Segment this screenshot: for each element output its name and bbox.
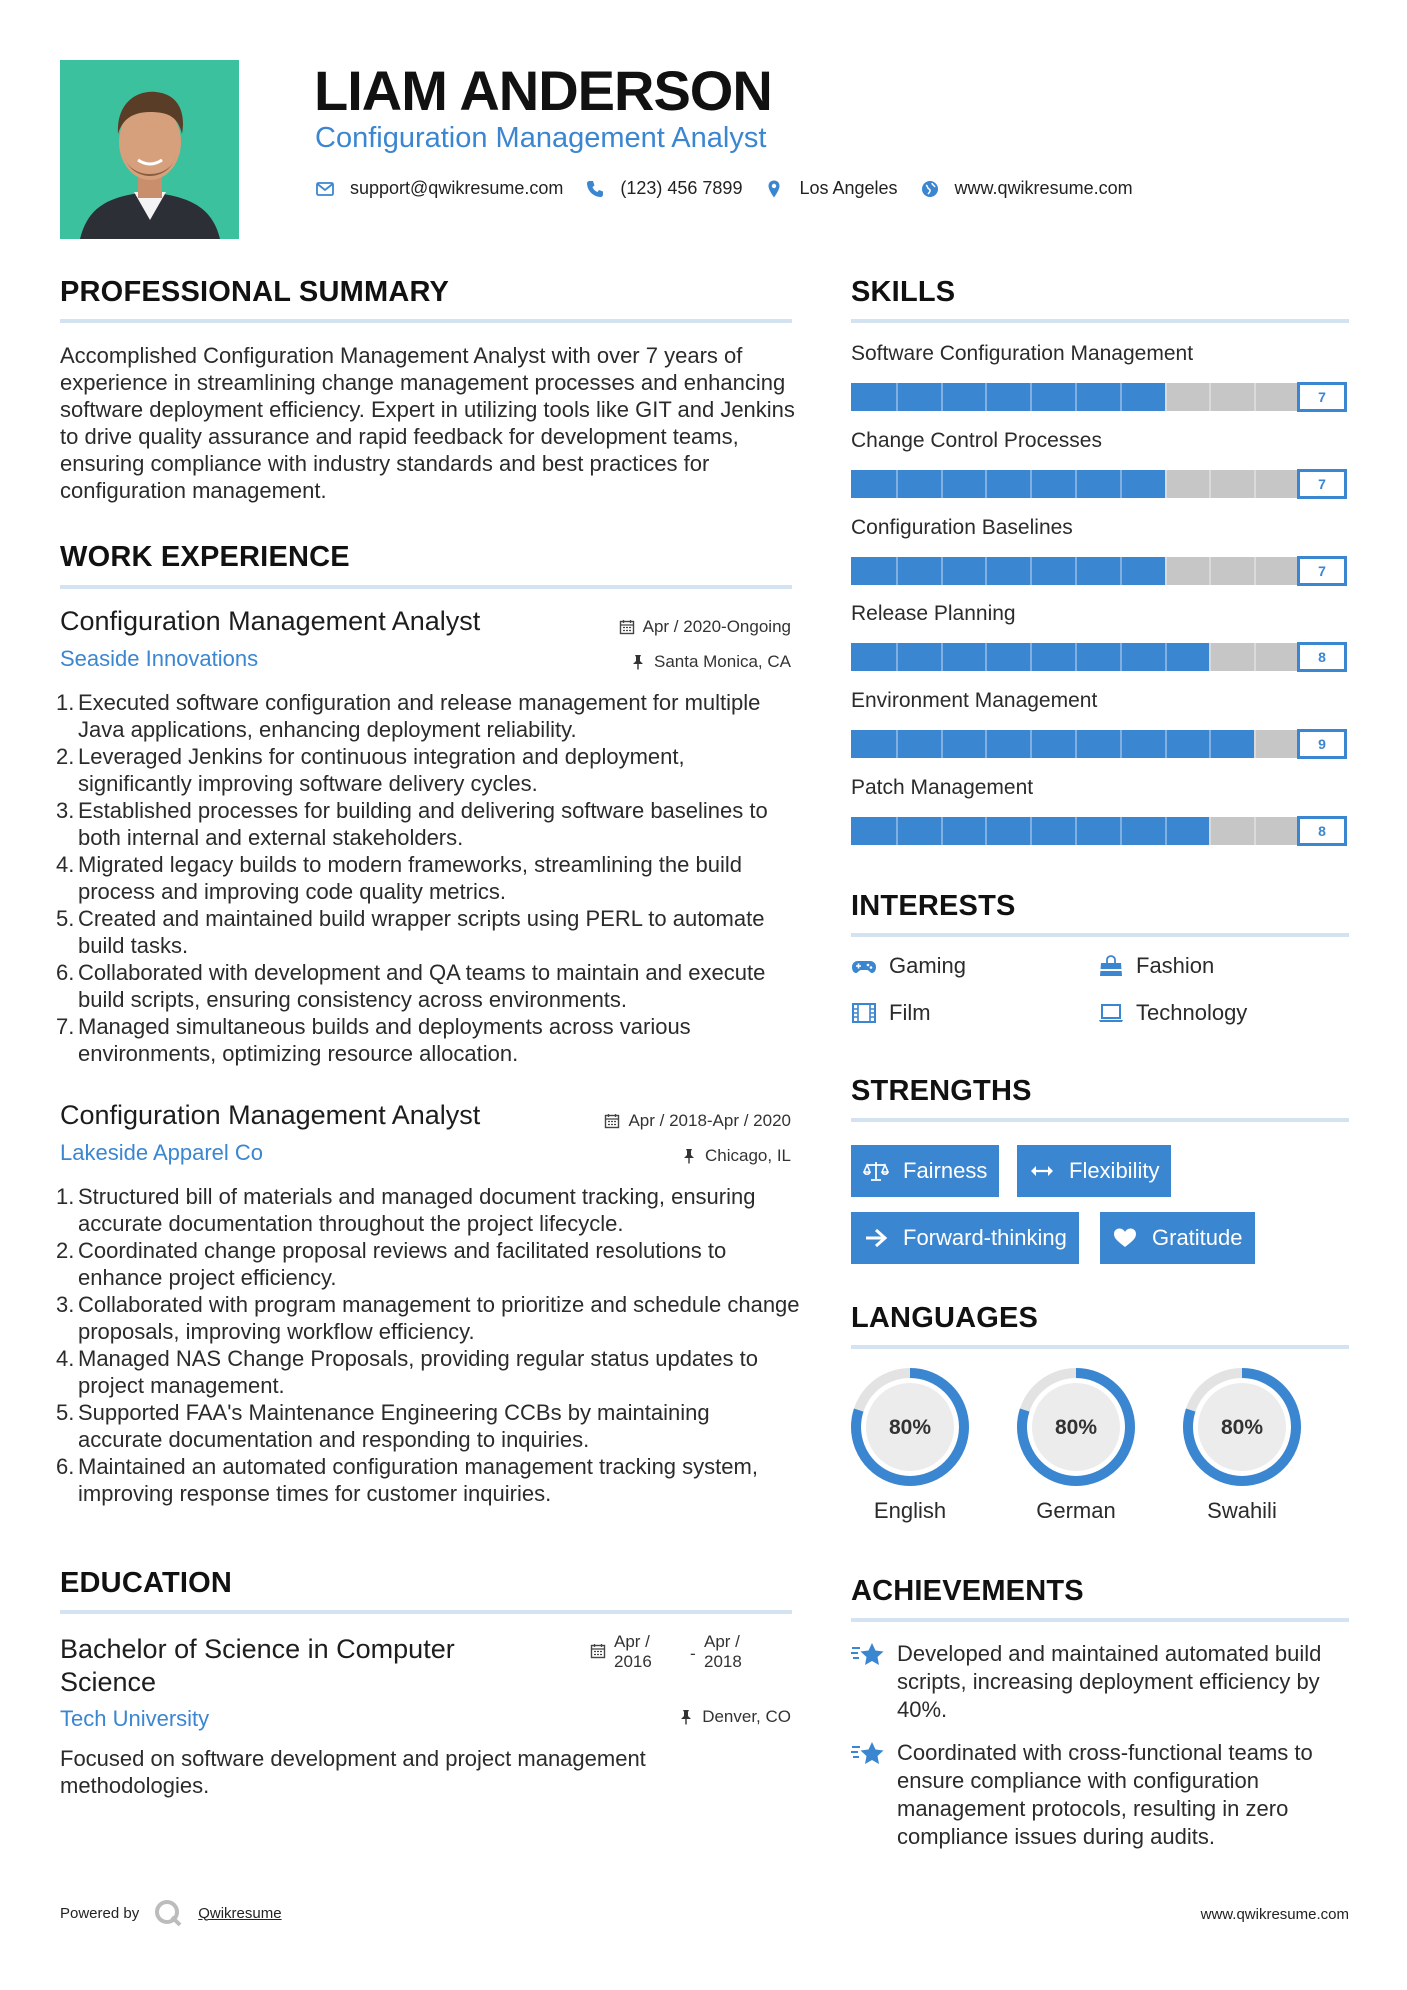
skill-fill <box>851 470 1165 498</box>
edu-school: Tech University <box>60 1706 210 1731</box>
list-item: 5. Created and maintained build wrapper scripts using PERL to automate build tasks. <box>56 906 765 958</box>
balance-scale-icon <box>863 1160 889 1182</box>
job-company: Seaside Innovations <box>60 646 259 671</box>
job-title: Configuration Management Analyst <box>60 1100 481 1130</box>
language-percent: 80% <box>1054 1416 1098 1439</box>
strength-label: Forward-thinking <box>903 1225 1067 1250</box>
summary-text: Accomplished Configuration Management Analyst with over 7 years of experience in streamlining change management processes and enhancing software deployment efficiency. Expert in utilizing tools like GIT and Jenkins to drive quality assurance and rapid feedback for development teams, ensuring compliance with industry standards and best practices for configuration management. <box>60 343 795 503</box>
skill-segment-divider <box>1030 730 1032 758</box>
skill-segment-divider <box>1209 817 1211 845</box>
job-location-text: Chicago, IL <box>705 1146 791 1165</box>
skill-name: Release Planning <box>851 602 1016 625</box>
globe-icon <box>920 179 940 199</box>
arrows-horizontal-icon <box>1029 1160 1055 1182</box>
skill-segment-divider <box>1030 470 1032 498</box>
skill-segment-divider <box>1254 817 1256 845</box>
strengths-heading: STRENGTHS <box>851 1075 1032 1107</box>
skill-segment-divider <box>1120 730 1122 758</box>
skill-segment-divider <box>896 383 898 411</box>
skill-segment-divider <box>985 557 987 585</box>
job-location <box>630 652 791 672</box>
achievement-text: Developed and maintained automated build scripts, increasing deployment efficiency by 40%. <box>897 1641 1322 1722</box>
contact-phone[interactable] <box>585 178 742 199</box>
interest-item <box>1098 1000 1247 1026</box>
film-icon <box>851 1002 877 1024</box>
calendar-icon <box>619 619 635 635</box>
skill-bar <box>851 816 1347 846</box>
job-dates-text: Apr / 2018-Apr / 2020 <box>628 1111 791 1130</box>
skill-track <box>851 557 1299 585</box>
skill-bar <box>851 469 1347 499</box>
list-item: 2. Coordinated change proposal reviews and facilitated resolutions to enhance project efficiency. <box>56 1238 727 1290</box>
skill-segment-divider <box>896 470 898 498</box>
skill-segment-divider <box>1165 817 1167 845</box>
skill-segment-divider <box>1075 470 1077 498</box>
skill-row <box>851 776 1347 846</box>
skill-row <box>851 689 1347 759</box>
envelope-icon <box>315 179 335 199</box>
profile-photo <box>60 60 239 239</box>
heart-icon <box>1112 1227 1138 1249</box>
contact-bar <box>315 178 1155 199</box>
candidate-name: LIAM ANDERSON <box>314 59 772 122</box>
summary-heading: PROFESSIONAL SUMMARY <box>60 276 450 308</box>
interest-label: Fashion <box>1136 953 1215 978</box>
contact-email[interactable] <box>315 178 563 199</box>
email-text: support@qwikresume.com <box>350 178 564 198</box>
list-item: 4. Managed NAS Change Proposals, providing regular status updates to project management. <box>56 1346 758 1398</box>
list-item: 3. Collaborated with program management to prioritize and schedule change proposals, improving workflow efficiency. <box>56 1292 800 1344</box>
powered-by-text: Powered by <box>60 1904 140 1922</box>
skill-level: 8 <box>1297 816 1347 846</box>
skill-fill <box>851 383 1165 411</box>
skill-segment-divider <box>1030 643 1032 671</box>
skill-segment-divider <box>1254 470 1256 498</box>
skill-bar <box>851 642 1347 672</box>
skill-segment-divider <box>1165 470 1167 498</box>
edu-dates <box>590 1632 780 1672</box>
experience-rule <box>60 585 792 589</box>
skill-segment-divider <box>1165 730 1167 758</box>
skill-segment-divider <box>1030 817 1032 845</box>
skill-segment-divider <box>941 643 943 671</box>
education-heading: EDUCATION <box>60 1567 233 1599</box>
language-name: German <box>1036 1498 1116 1523</box>
skill-segment-divider <box>1209 643 1211 671</box>
skills-rule <box>851 319 1349 323</box>
skill-row <box>851 342 1347 412</box>
skill-segment-divider <box>1254 730 1256 758</box>
list-item: 3. Established processes for building and delivering software baselines to both internal and external stakeholders. <box>56 798 768 850</box>
contact-website[interactable] <box>920 178 1133 199</box>
shopping-bag-icon <box>1098 955 1124 977</box>
job-location-text: Santa Monica, CA <box>653 652 791 671</box>
skill-segment-divider <box>1165 383 1167 411</box>
experience-heading: WORK EXPERIENCE <box>60 541 350 573</box>
skill-segment-divider <box>1165 643 1167 671</box>
skill-segment-divider <box>1030 557 1032 585</box>
language-percent: 80% <box>1220 1416 1264 1439</box>
star-icon <box>851 1640 885 1670</box>
summary-rule <box>60 319 792 323</box>
skill-segment-divider <box>941 557 943 585</box>
skill-segment-divider <box>1075 557 1077 585</box>
achievements-rule <box>851 1618 1349 1622</box>
contact-location <box>764 178 897 199</box>
language-item <box>1015 1366 1137 1524</box>
strength-label: Fairness <box>903 1158 988 1183</box>
skill-segment-divider <box>1120 383 1122 411</box>
skill-segment-divider <box>985 730 987 758</box>
star-icon <box>851 1739 885 1769</box>
skill-level: 8 <box>1297 642 1347 672</box>
location-text: Los Angeles <box>799 178 898 198</box>
list-item: 1. Executed software configuration and release management for multiple Java applications, enhancing deployment reliability. <box>56 690 761 742</box>
strength-tag <box>851 1212 1079 1264</box>
language-name: Swahili <box>1207 1498 1277 1523</box>
qwikresume-logo-icon <box>153 1898 183 1928</box>
language-ring <box>1181 1366 1303 1488</box>
skill-track <box>851 643 1299 671</box>
language-percent: 80% <box>888 1416 932 1439</box>
skill-segment-divider <box>1075 643 1077 671</box>
job-location <box>681 1146 791 1166</box>
edu-description: Focused on software development and project management methodologies. <box>60 1746 646 1798</box>
website-text: www.qwikresume.com <box>954 178 1133 198</box>
qwikresume-link[interactable]: Qwikresume <box>198 1904 282 1922</box>
skill-row <box>851 429 1347 499</box>
map-pin-icon <box>764 179 784 199</box>
skill-segment-divider <box>1254 643 1256 671</box>
interest-item <box>851 953 966 979</box>
skill-track <box>851 730 1299 758</box>
language-ring <box>1015 1366 1137 1488</box>
skill-row <box>851 602 1347 672</box>
skill-level: 7 <box>1297 556 1347 586</box>
list-item: 6. Maintained an automated configuration management tracking system, improving response times for customer inquiries. <box>56 1454 758 1506</box>
language-item <box>1181 1366 1303 1524</box>
edu-start: Apr / 2016 <box>614 1632 652 1671</box>
list-item: 4. Migrated legacy builds to modern frameworks, streamlining the build process and improving code quality metrics. <box>56 852 742 904</box>
candidate-title: Configuration Management Analyst <box>315 122 767 154</box>
skill-track <box>851 817 1299 845</box>
interest-label: Gaming <box>889 953 967 978</box>
skill-name: Change Control Processes <box>851 429 1102 452</box>
footer-powered-by <box>60 1898 282 1928</box>
achievements-heading: ACHIEVEMENTS <box>851 1575 1084 1607</box>
pushpin-icon <box>681 1148 697 1164</box>
languages-heading: LANGUAGES <box>851 1302 1039 1334</box>
skill-segment-divider <box>1030 383 1032 411</box>
job-dates <box>604 1111 791 1131</box>
skill-track <box>851 383 1299 411</box>
job-dates-text: Apr / 2020-Ongoing <box>642 617 791 636</box>
skill-segment-divider <box>985 643 987 671</box>
edu-degree: Bachelor of Science in Computer Science <box>60 1634 455 1697</box>
edu-date-separator: - <box>690 1644 696 1663</box>
arrow-right-icon <box>863 1227 889 1249</box>
skill-segment-divider <box>985 383 987 411</box>
skill-segment-divider <box>1075 383 1077 411</box>
skill-level: 7 <box>1297 469 1347 499</box>
skill-segment-divider <box>985 817 987 845</box>
skill-row <box>851 516 1347 586</box>
education-rule <box>60 1610 792 1614</box>
skill-segment-divider <box>1120 470 1122 498</box>
skill-name: Software Configuration Management <box>851 342 1194 365</box>
skill-segment-divider <box>1209 730 1211 758</box>
pushpin-icon <box>630 654 646 670</box>
pushpin-icon <box>678 1709 694 1725</box>
skill-name: Configuration Baselines <box>851 516 1073 539</box>
skill-level: 7 <box>1297 382 1347 412</box>
language-item <box>849 1366 971 1524</box>
list-item: 7. Managed simultaneous builds and deployments across various environments, optimizing resource allocation. <box>56 1014 691 1066</box>
strength-label: Flexibility <box>1069 1158 1160 1183</box>
job-bullets <box>56 689 800 1067</box>
phone-text: (123) 456 7899 <box>620 178 743 198</box>
strengths-rule <box>851 1118 1349 1122</box>
skill-segment-divider <box>1254 383 1256 411</box>
list-item: 6. Collaborated with development and QA teams to maintain and execute build scripts, ensuring consistency across environments. <box>56 960 766 1012</box>
skill-fill <box>851 557 1165 585</box>
calendar-icon <box>590 1643 606 1659</box>
skill-segment-divider <box>896 557 898 585</box>
job-dates <box>619 617 791 637</box>
list-item: 2. Leveraged Jenkins for continuous integration and deployment, significantly improving software delivery cycles. <box>56 744 685 796</box>
strength-tag <box>1017 1145 1171 1197</box>
edu-end: Apr / 2018 <box>704 1632 742 1671</box>
interest-item <box>851 1000 931 1026</box>
interest-label: Technology <box>1136 1000 1248 1025</box>
skill-track <box>851 470 1299 498</box>
skill-segment-divider <box>1120 817 1122 845</box>
list-item: 1. Structured bill of materials and managed document tracking, ensuring accurate documentation throughout the project lifecycle. <box>56 1184 756 1236</box>
interest-label: Film <box>889 1000 931 1025</box>
skill-segment-divider <box>1120 643 1122 671</box>
interests-heading: INTERESTS <box>851 890 1016 922</box>
skill-segment-divider <box>1209 383 1211 411</box>
laptop-icon <box>1098 1002 1124 1024</box>
skill-segment-divider <box>985 470 987 498</box>
skill-segment-divider <box>896 817 898 845</box>
list-item: 5. Supported FAA's Maintenance Engineering CCBs by maintaining accurate documentation and responding to inquiries. <box>56 1400 710 1452</box>
skill-bar <box>851 729 1347 759</box>
job-bullets <box>56 1183 800 1507</box>
skill-segment-divider <box>1254 557 1256 585</box>
skill-segment-divider <box>896 730 898 758</box>
strength-label: Gratitude <box>1152 1225 1243 1250</box>
skill-segment-divider <box>1075 817 1077 845</box>
phone-icon <box>585 179 605 199</box>
edu-location <box>678 1707 791 1727</box>
edu-location-text: Denver, CO <box>702 1707 791 1726</box>
achievement-item <box>851 1739 1351 1851</box>
job-company: Lakeside Apparel Co <box>60 1140 264 1165</box>
skill-segment-divider <box>941 383 943 411</box>
language-name: English <box>873 1498 947 1523</box>
footer-site[interactable]: www.qwikresume.com <box>1200 1906 1349 1923</box>
skill-level: 9 <box>1297 729 1347 759</box>
skill-bar <box>851 382 1347 412</box>
skill-segment-divider <box>941 470 943 498</box>
achievement-text: Coordinated with cross-functional teams to ensure compliance with configuration management protocols, resulting in zero compliance issues during audits. <box>897 1740 1313 1849</box>
skill-segment-divider <box>1120 557 1122 585</box>
language-ring <box>849 1366 971 1488</box>
skill-segment-divider <box>941 730 943 758</box>
interests-rule <box>851 933 1349 937</box>
skill-segment-divider <box>896 643 898 671</box>
skills-heading: SKILLS <box>851 276 956 308</box>
skill-segment-divider <box>941 817 943 845</box>
skill-name: Environment Management <box>851 689 1098 712</box>
job-title: Configuration Management Analyst <box>60 606 481 636</box>
skill-bar <box>851 556 1347 586</box>
skill-segment-divider <box>1209 557 1211 585</box>
skill-segment-divider <box>1209 470 1211 498</box>
skill-name: Patch Management <box>851 776 1034 799</box>
strength-tag <box>1100 1212 1255 1264</box>
achievement-item <box>851 1640 1351 1724</box>
interest-item <box>1098 953 1214 979</box>
strength-tag <box>851 1145 999 1197</box>
skill-segment-divider <box>1075 730 1077 758</box>
skill-segment-divider <box>1165 557 1167 585</box>
skill-fill <box>851 730 1254 758</box>
calendar-icon <box>604 1113 620 1129</box>
languages-rule <box>851 1345 1349 1349</box>
gamepad-icon <box>851 955 877 977</box>
